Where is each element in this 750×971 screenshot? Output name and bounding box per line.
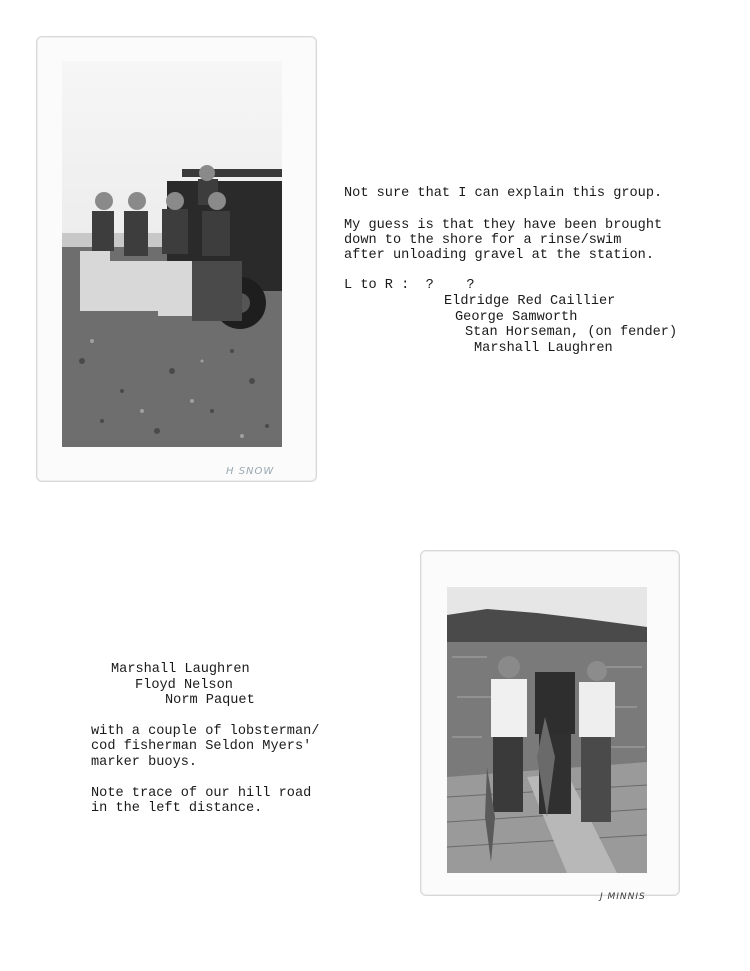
top-photo-signature: H SNOW [226,466,275,477]
bottom-caption-name-3: Norm Paquet [165,693,255,708]
bottom-photo-image [447,587,647,873]
top-caption-para2-line3: after unloading gravel at the station. [344,248,654,263]
bottom-caption-name-2: Floyd Nelson [135,678,233,693]
top-caption-name-1: Eldridge Red Caillier [444,294,616,309]
bottom-caption-para1-line3: marker buoys. [91,755,198,770]
bottom-caption-para1-line2: cod fisherman Seldon Myers' [91,739,312,754]
bottom-caption-name-1: Marshall Laughren [111,662,250,677]
bottom-caption-para2-line1: Note trace of our hill road [91,786,312,801]
top-caption-line1: Not sure that I can explain this group. [344,186,663,201]
top-caption-name-2: George Samworth [455,310,578,325]
bottom-photo-men-on-dock [447,587,647,873]
top-caption-name-4: Marshall Laughren [474,341,613,356]
top-caption-l-to-r: L to R : ? ? [344,278,475,293]
top-photo-image [62,61,282,447]
bottom-caption-para2-line2: in the left distance. [91,801,263,816]
bottom-caption-para1-line1: with a couple of lobsterman/ [91,724,320,739]
top-photo-men-on-truck [62,61,282,447]
bottom-photo-signature: J MINNIS [600,892,646,902]
top-caption-para2-line2: down to the shore for a rinse/swim [344,233,622,248]
top-caption-para2-line1: My guess is that they have been brought [344,218,663,233]
top-caption-name-3: Stan Horseman, (on fender) [465,325,678,340]
